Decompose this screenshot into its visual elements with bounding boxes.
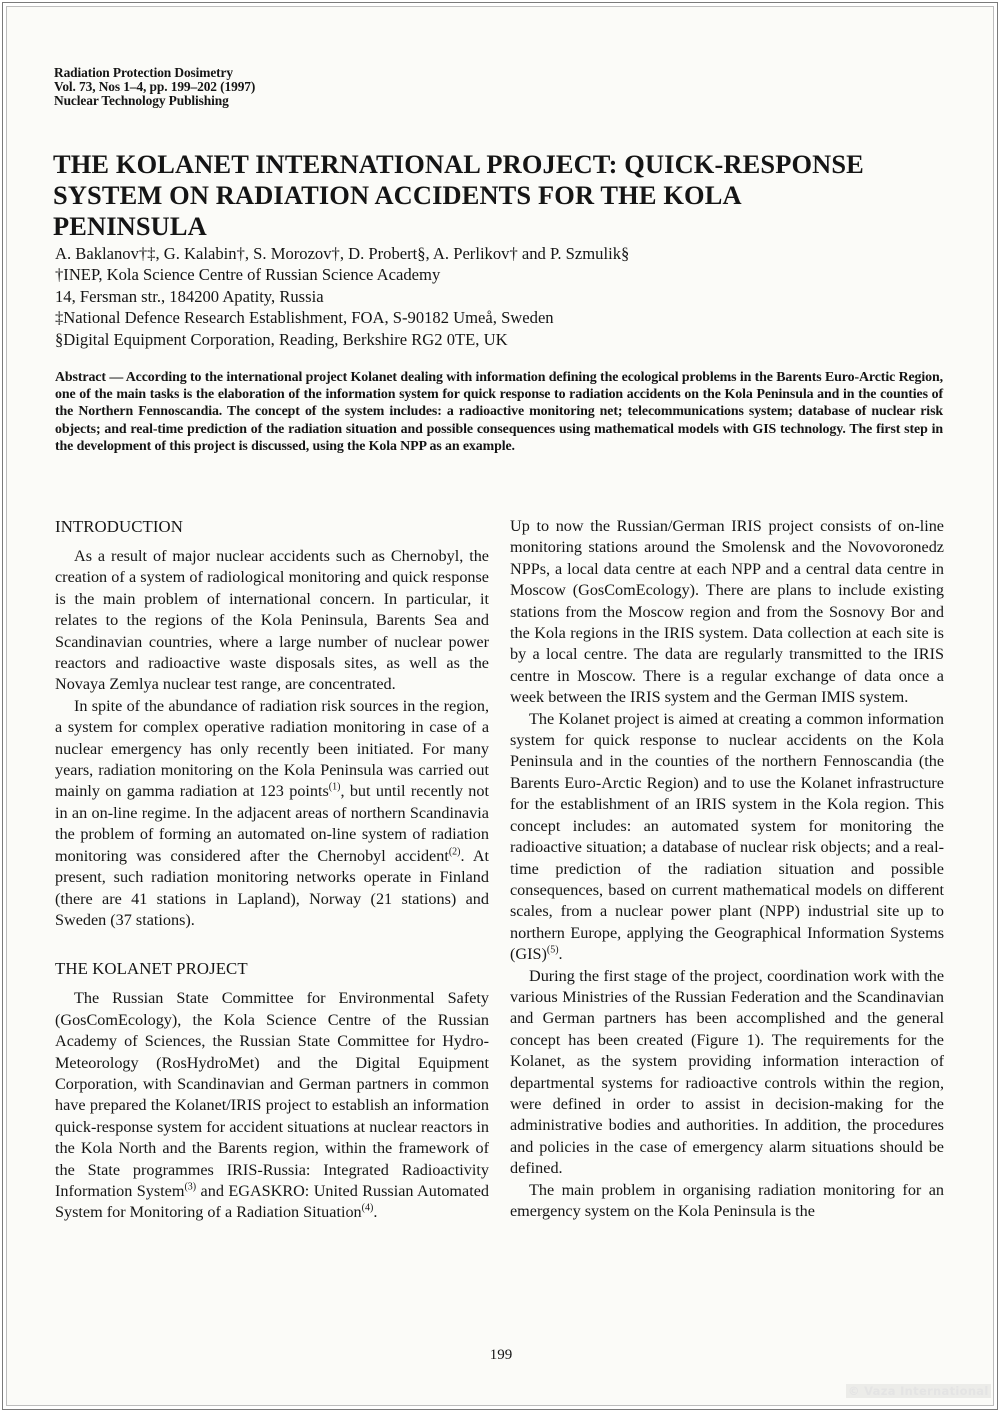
- abstract: [55, 369, 943, 455]
- paragraph: [510, 1180, 944, 1223]
- paragraph: [510, 966, 944, 1180]
- paragraph-text: .: [373, 1203, 378, 1222]
- abstract-label: Abstract: [55, 370, 106, 385]
- paragraph-text: In spite of the abundance of radiation risk sources in the region, a system for complex operative radiation monitoring in case of a nuclear emergency has only recently been initiated. For many years, radiation monitoring on the Kola Peninsula was carried out mainly on gamma radiation at 123 points: [55, 696, 489, 801]
- paragraph: [510, 709, 944, 966]
- section-heading-kolanet: THE KOLANET PROJECT: [55, 959, 248, 979]
- affiliation: 14, Fersman str., 184200 Apatity, Russia: [55, 286, 324, 306]
- paragraph: [55, 988, 489, 1223]
- left-column: [55, 516, 489, 1224]
- paragraph: [55, 696, 489, 931]
- paragraph-text: . At present, such radiation monitoring networks operate in Finland (there are 41 stations in Lapland), Norway (21 stations) and Sweden (37 stations).: [55, 846, 490, 929]
- paragraph-text: and EGASKRO: United Russian Automated System for Monitoring of a Radiation Situation: [55, 1181, 489, 1222]
- paragraph-text: , but until recently not in an on-line regime. In the adjacent areas of northern Scandinavia the problem of forming an automated on-line system of radiation monitoring was considered after the Chernobyl accident: [55, 782, 489, 865]
- affiliation: §Digital Equipment Corporation, Reading, Berkshire RG2 0TE, UK: [55, 329, 508, 349]
- affiliation: †INEP, Kola Science Centre of Russian Science Academy: [55, 265, 441, 285]
- paragraph-text: The Kolanet project is aimed at creating a common information system for quick response to nuclear accidents on the Kola Peninsula and in the counties of the northern Fennoscandia (the Barents Euro-Arctic Region) and to use the Kolanet infrastructure for the establishment of an IRIS system in the Kola region. This concept includes: an automated system for monitoring the radioactive situation; a database of nuclear risk objects; and a real-time prediction of the radiation situation and possible consequences, based on current mathematical models on different scales, from a nuclear power plant (NPP) industrial site up to northern Europe, applying the Geographical Information Systems (GIS): [510, 709, 944, 964]
- page-number: 199: [489, 1347, 513, 1363]
- reference-marker: (5): [546, 944, 559, 956]
- paragraph-text: The main problem in organising radiation monitoring for an emergency system on the Kola Peninsula is the: [510, 1180, 944, 1220]
- reference-marker: (3): [184, 1181, 197, 1193]
- author-list: A. Baklanov†‡, G. Kalabin†, S. Morozov†, D. Probert§, A. Perlikov† and P. Szmulik§: [55, 244, 630, 263]
- reference-marker: (4): [361, 1202, 374, 1214]
- paragraph: [510, 516, 944, 709]
- title-line: PENINSULA: [53, 211, 207, 241]
- paper-title: [53, 149, 953, 242]
- reference-marker: (2): [448, 846, 461, 858]
- paragraph-text: .: [558, 945, 563, 964]
- journal-name: Radiation Protection Dosimetry: [54, 65, 233, 80]
- right-column: [510, 516, 944, 1222]
- paragraph: [55, 546, 489, 696]
- journal-header: [54, 66, 255, 108]
- author-block: [55, 243, 955, 350]
- abstract-text: — According to the international project Kolanet dealing with information defining the ecological problems in the Barents Euro-Arctic Region, one of the main tasks is the elaboration of the information system for quick response to radiation accidents on the Kola Peninsula and in the counties of the Northern Fennoscandia. The concept of the system includes: a radioactive monitoring net; telecommunications system; database of nuclear risk objects; and real-time prediction of the radiation situation and possible consequences using mathematical models with GIS technology. The first step in the development of this project is discussed, using the Kola NPP as an example.: [55, 370, 944, 454]
- affiliation: ‡National Defence Research Establishment, FOA, S-90182 Umeå, Sweden: [55, 308, 554, 328]
- section-heading-introduction: INTRODUCTION: [55, 517, 183, 536]
- journal-volume: Vol. 73, Nos 1–4, pp. 199–202 (1997): [54, 79, 256, 94]
- title-line: SYSTEM ON RADIATION ACCIDENTS FOR THE KOLA: [53, 180, 742, 210]
- journal-publisher: Nuclear Technology Publishing: [54, 93, 229, 108]
- paragraph-text: During the first stage of the project, coordination work with the various Ministries of the Russian Federation and the Scandinavian and German partners has been accomplished and the general concept has been created (Figure 1). The requirements for the Kolanet, as the system providing information interaction of departmental systems for radioactive controls within the region, were defined in order to assist in decision-making for the administrative bodies and authorities. In addition, the procedures and policies in the case of emergency alarm situations should be defined.: [510, 966, 944, 1178]
- reference-marker: (1): [328, 782, 341, 794]
- title-line: THE KOLANET INTERNATIONAL PROJECT: QUICK-RESPONSE: [53, 149, 864, 179]
- paragraph-text: The Russian State Committee for Environmental Safety (GosComEcology), the Kola Science Centre of the Russian Academy of Sciences, the Russian State Committee for Hydro-Meteorology (RosHydroMet) and the Digital Equipment Corporation, with Scandinavian and German partners in common have prepared the Kolanet/IRIS project to establish an information quick-response system for accident situations at nuclear reactors in the Kola North and the Barents region, within the framework of the State programmes IRIS-Russia: Integrated Radioactivity Information System: [55, 989, 489, 1200]
- paragraph-text: As a result of major nuclear accidents such as Chernobyl, the creation of a system of radiological monitoring and quick response is the main problem of international concern. In particular, it relates to the regions of the Kola Peninsula, Barents Sea and Scandinavian countries, where a large number of nuclear power reactors and radioactive waste disposals sites, as well as the Novaya Zemlya nuclear test range, are concentrated.: [55, 547, 489, 694]
- paragraph-text: Up to now the Russian/German IRIS project consists of on-line monitoring stations around the Smolensk and the Novovoronedz NPPs, a local data centre at each NPP and a central data centre in Moscow (GosComEcology). There are plans to include existing stations from the Moscow region and from the Sosnovy Bor and the Kola regions in the IRIS system. Data collection at each site is by a local centre. The data are regularly transmitted to the IRIS centre in Moscow. There is a regular exchange of data once a week between the IRIS system and the German IMIS system.: [510, 517, 944, 707]
- watermark: © Vaza International: [848, 1384, 989, 1398]
